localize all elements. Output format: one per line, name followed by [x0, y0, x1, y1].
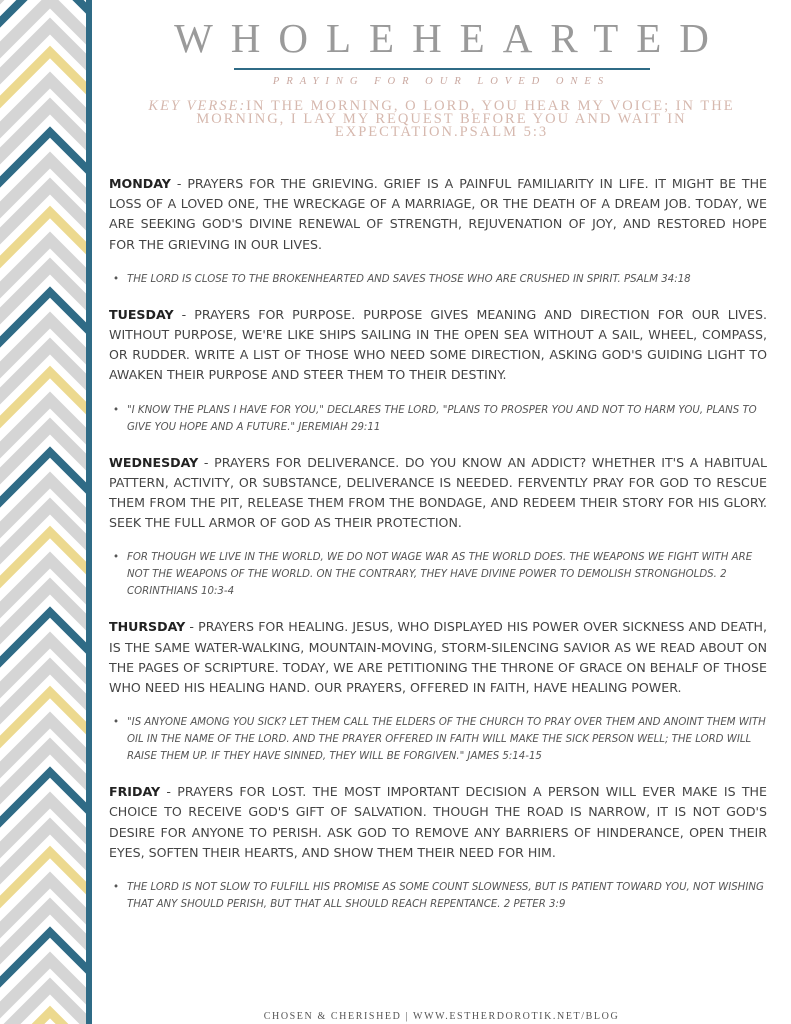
scripture-verse: • "IS ANYONE AMONG YOU SICK? LET THEM CALL THE ELDERS OF THE CHURCH TO PRAY OVER THEM AND ANOINT THEM WITH OIL IN THE NAME OF THE LORD. AND THE PRAYER OFFERED IN FAITH WILL MAKE THE SICK PERSON WELL; THE LORD WILL RAISE THEM UP. IF THEY HAVE SINNED, THEY WILL BE FORGIVEN." JAMES 5:14-15 — [109, 714, 767, 765]
scripture-verse: • THE LORD IS CLOSE TO THE BROKENHEARTED AND SAVES THOSE WHO ARE CRUSHED IN SPIRIT. PSALM 34:18 — [109, 271, 767, 288]
day-description: - PRAYERS FOR LOST. THE MOST IMPORTANT DECISION A PERSON WILL EVER MAKE IS THE CHOICE TO RECEIVE GOD'S GIFT OF SALVATION. THOUGH THE ROAD IS NARROW, IT IS NOT GOD'S DESIRE FOR ANYONE TO PERISH. ASK GOD TO REMOVE ANY BARRIERS OF HINDERANCE, OPEN THEIR EYES, SOFTEN THEIR HEARTS, AND SHOW THEM THEIR NEED FOR HIM. — [109, 784, 767, 860]
page-title: WHOLEHEARTED — [174, 15, 727, 61]
day-description: - PRAYERS FOR PURPOSE. PURPOSE GIVES MEANING AND DIRECTION FOR OUR LIVES. WITHOUT PURPOSE, WE'RE LIKE SHIPS SAILING IN THE OPEN SEA WITHOUT A SAIL, WHEEL, COMPASS, OR RUDDER. WRITE A LIST OF THOSE WHO NEED SOME DIRECTION, ASKING GOD'S GUIDING LIGHT TO AWAKEN THEIR PURPOSE AND STEER THEM TO THEIR DESTINY. — [109, 306, 767, 383]
key-verse-label: KEY VERSE: — [148, 98, 247, 114]
vertical-accent-bar — [86, 0, 92, 1024]
day-name: WEDNESDAY — [109, 454, 199, 470]
key-verse-text: IN THE MORNING, O LORD, YOU HEAR MY VOICE; IN THE MORNING, I LAY MY REQUEST BEFORE YOU AND WAIT IN EXPECTATION.PSALM 5:3 — [196, 98, 735, 140]
scripture-verse: • "I KNOW THE PLANS I HAVE FOR YOU," DECLARES THE LORD, "PLANS TO PROSPER YOU AND NOT TO HARM YOU, PLANS TO GIVE YOU HOPE AND A FUTURE." JEREMIAH 29:11 — [109, 402, 767, 436]
day-section-tuesday — [109, 305, 767, 386]
prayer-schedule — [109, 174, 767, 930]
day-name: FRIDAY — [109, 784, 161, 800]
day-section-wednesday — [109, 453, 767, 534]
day-description: - PRAYERS FOR DELIVERANCE. DO YOU KNOW AN ADDICT? WHETHER IT'S A HABITUAL PATTERN, ACTIVITY, OR SUBSTANCE, DELIVERANCE IS NEEDED. FERVENTLY PRAY FOR GOD TO RESCUE THEM FROM THE PIT, RELEASE THEM FROM THE BONDAGE, AND REDEEM THEIR STORY FOR HIS GLORY. SEEK THE FULL ARMOR OF GOD AS THEIR PROTECTION. — [109, 454, 767, 531]
day-name: MONDAY — [109, 176, 171, 191]
day-name: THURSDAY — [109, 619, 186, 635]
day-description: - PRAYERS FOR HEALING. JESUS, WHO DISPLAYED HIS POWER OVER SICKNESS AND DEATH, IS THE SAME WATER-WALKING, MOUNTAIN-MOVING, STORM-SILENCING SAVIOR AS WE READ ABOUT ON THE PAGES OF SCRIPTURE. TODAY, WE ARE PETITIONING THE THRONE OF GRACE ON BEHALF OF THOSE WHO NEED HIS HEALING HAND. OUR PRAYERS, OFFERED IN FAITH, HAVE HEALING POWER. — [109, 619, 767, 696]
day-section-thursday — [109, 617, 767, 698]
title-underline — [234, 68, 650, 70]
scripture-verse: • THE LORD IS NOT SLOW TO FULFILL HIS PROMISE AS SOME COUNT SLOWNESS, BUT IS PATIENT TOWARD YOU, NOT WISHING THAT ANY SHOULD PERISH, BUT THAT ALL SHOULD REACH REPENTANCE. 2 PETER 3:9 — [109, 879, 767, 913]
day-section-monday — [109, 174, 767, 255]
key-verse — [116, 100, 767, 139]
chevron-pattern-graphic — [0, 0, 86, 1024]
day-section-friday — [109, 782, 767, 863]
day-description: - PRAYERS FOR THE GRIEVING. GRIEF IS A PAINFUL FAMILIARITY IN LIFE. IT MIGHT BE THE LOSS OF A LOVED ONE, THE WRECKAGE OF A MARRIAGE, OR THE DEATH OF A DREAM JOB. TODAY, WE ARE SEEKING GOD'S DIVINE RENEWAL OF STRENGTH, REJUVENATION OF JOY, AND RESTORED HOPE FOR THE GRIEVING IN OUR LIVES. — [109, 176, 767, 252]
page-header — [92, 0, 791, 139]
scripture-verse: • FOR THOUGH WE LIVE IN THE WORLD, WE DO NOT WAGE WAR AS THE WORLD DOES. THE WEAPONS WE FIGHT WITH ARE NOT THE WEAPONS OF THE WORLD. ON THE CONTRARY, THEY HAVE DIVINE POWER TO DEMOLISH STRONGHOLDS. 2 CORINTHIANS 10:3-4 — [109, 549, 767, 600]
page-subtitle: PRAYING FOR OUR LOVED ONES — [272, 76, 611, 87]
decorative-chevron-pattern — [0, 0, 86, 1024]
page-footer: CHOSEN & CHERISHED | WWW.ESTHERDOROTIK.NET/BLOG — [263, 1011, 620, 1022]
day-name: TUESDAY — [109, 306, 174, 322]
